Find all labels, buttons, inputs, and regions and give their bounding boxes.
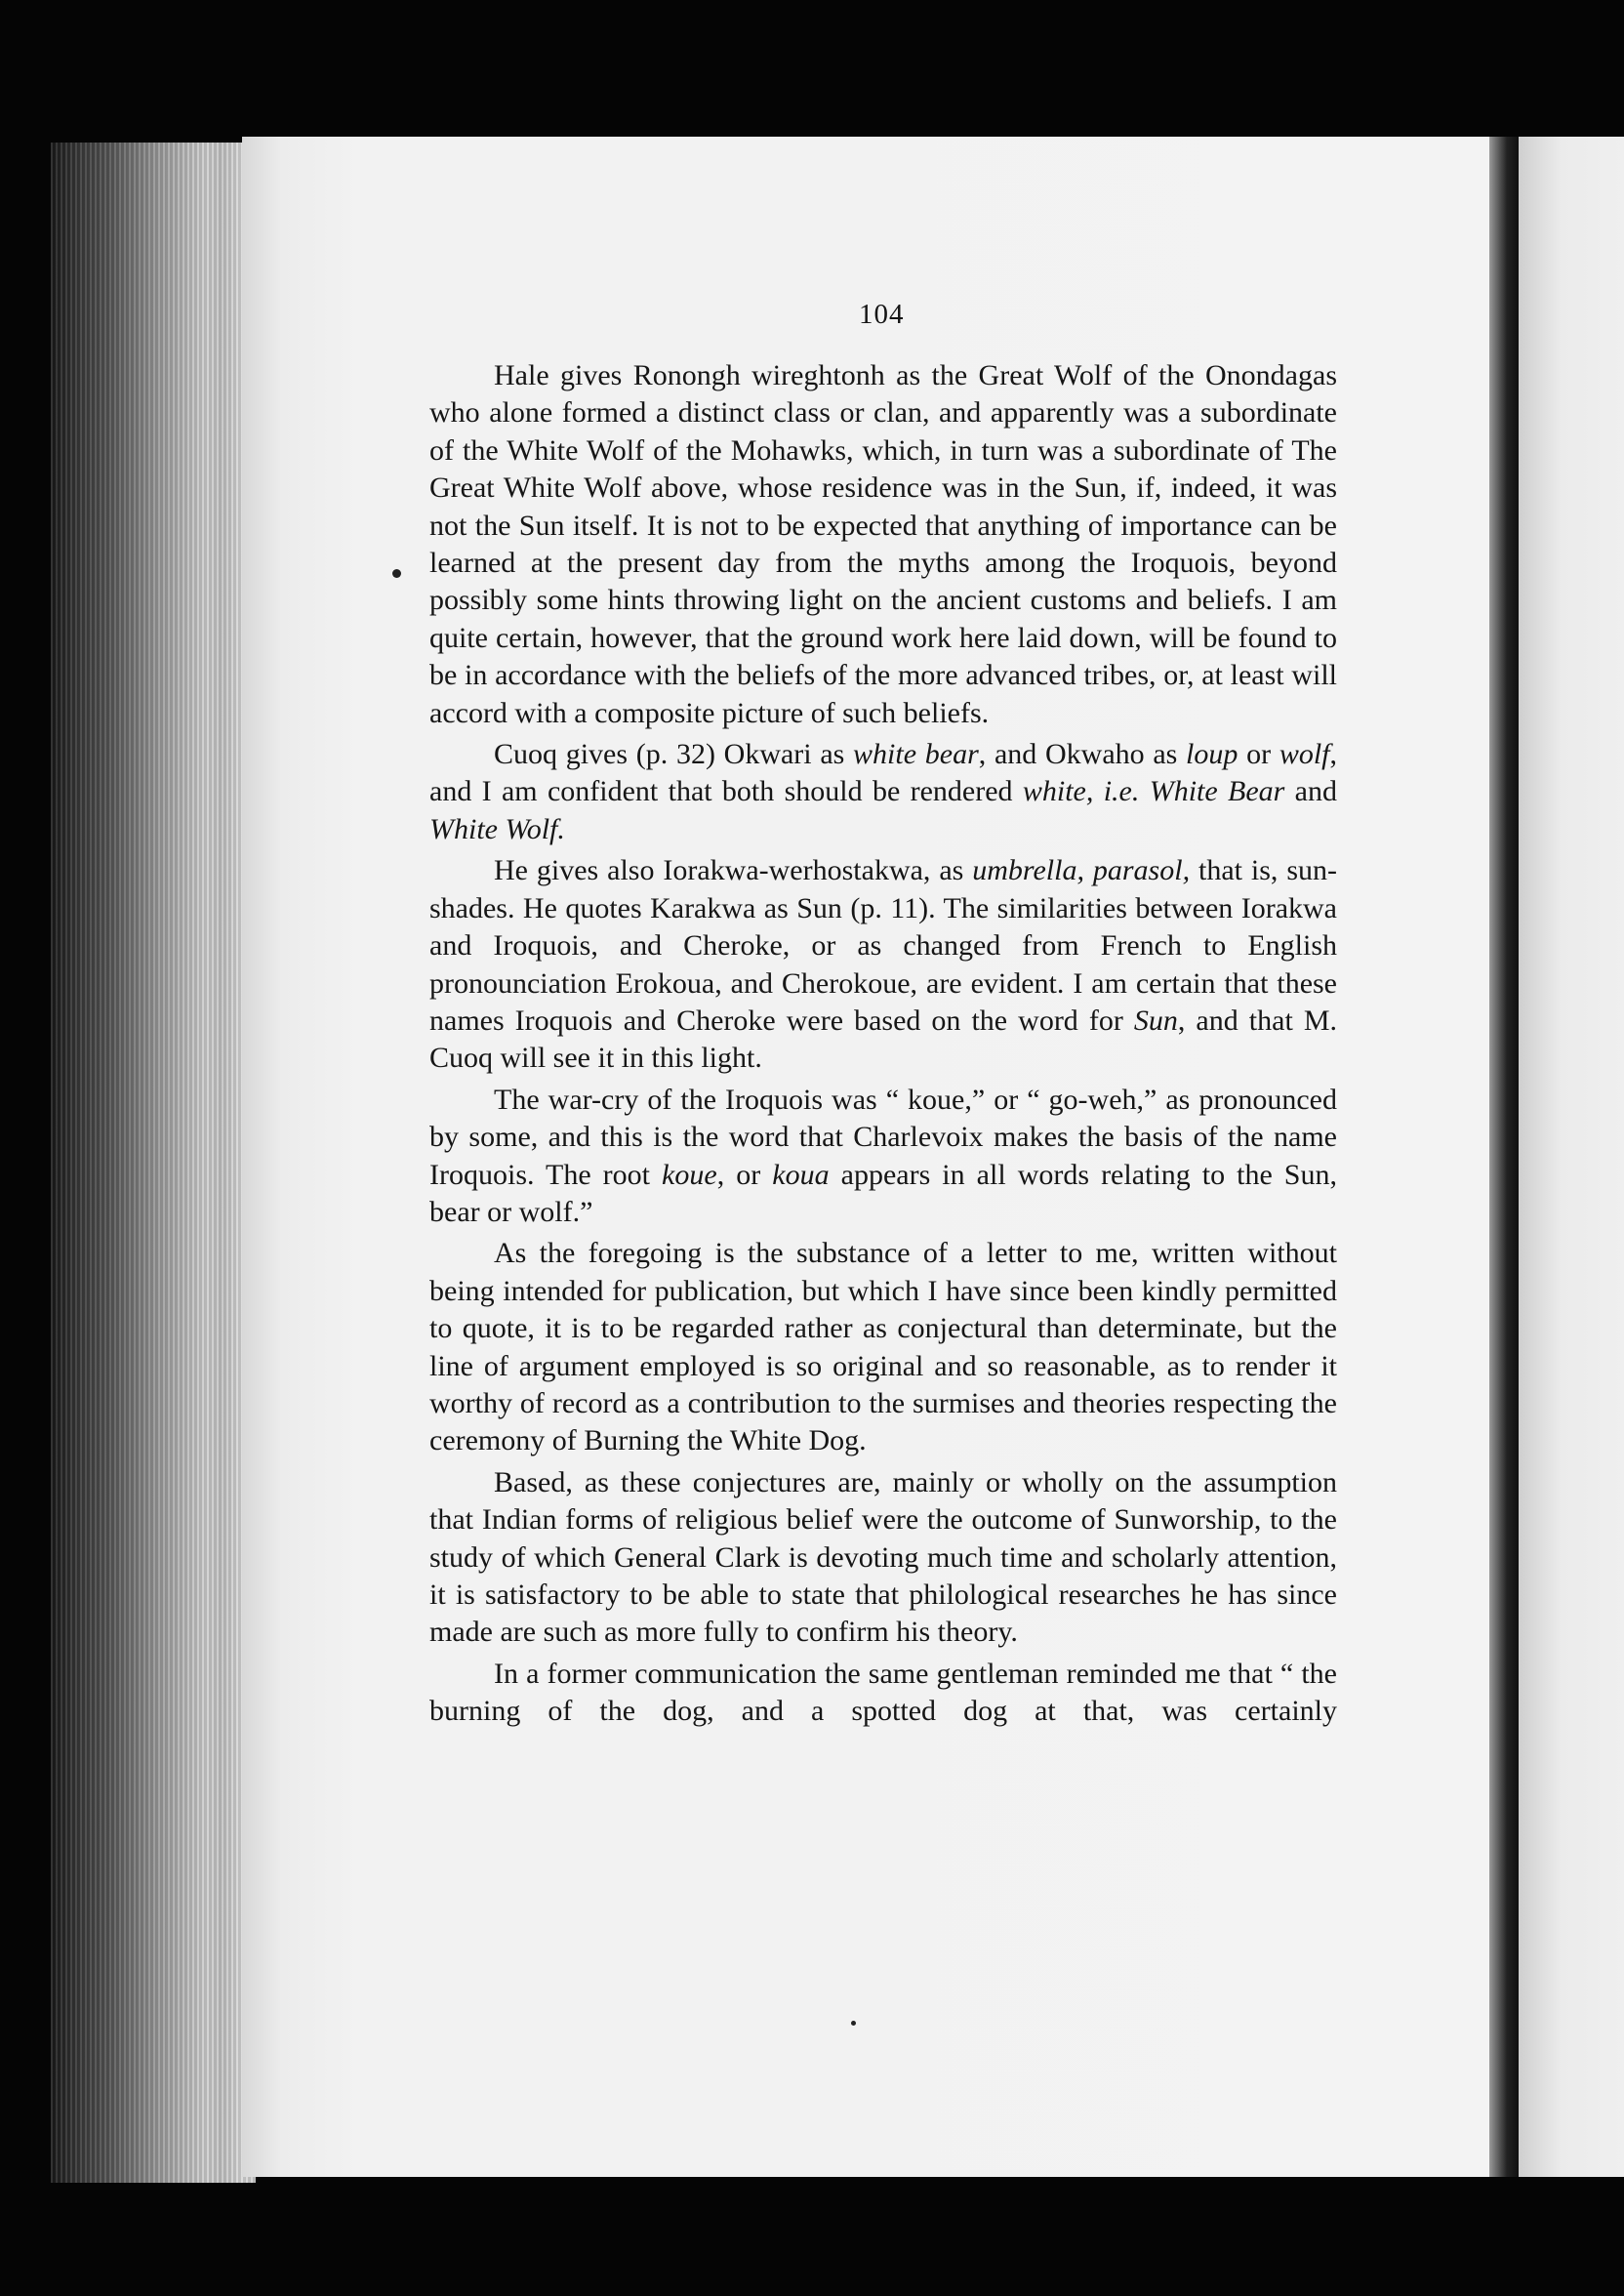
text-run: The war-cry of the Iroquois was “ koue,” or “ go-weh,” as pronounced by some, and this is the word that Charlevoix makes the basis of the name Iroquois. The root — [429, 1083, 1337, 1191]
italic-text: white, i.e. White Bear — [1022, 775, 1285, 808]
text-run: , and I am confident that both should be rendered — [429, 738, 1337, 808]
ink-speck — [851, 2021, 856, 2026]
text-run: Hale gives Ronongh wireghtonh as the Great Wolf of the Onondagas who alone formed a distinct class or clan, and apparently was a subordinate of the White Wolf of the Mohawks, which, in turn was a subordinate of The Great White Wolf above, whose residence was in the Sun, if, indeed, it was not the Sun itself. It is not to be expected that anything of importance can be learned at the present day from the myths among the Iroquois, beyond possibly some hints throwing light on the ancient customs and beliefs. I am quite certain, however, that the ground work here laid down, will be found to be in accordance with the beliefs of the more advanced tribes, or, at least will accord with a composite picture of such beliefs. — [429, 359, 1337, 729]
text-run: , and Okwaho as — [978, 738, 1187, 771]
italic-text: koua — [772, 1158, 830, 1191]
text-run: and — [1284, 775, 1337, 808]
text-run: Cuoq gives (p. 32) Okwari as — [494, 738, 854, 771]
italic-text: koue — [662, 1158, 717, 1191]
ink-speck — [392, 569, 401, 578]
italic-text: umbrella, parasol, — [972, 854, 1191, 887]
text-run: He gives also Iorakwa-werhostakwa, as — [494, 854, 973, 887]
paragraph — [429, 1082, 1337, 1232]
italic-text: loup — [1186, 738, 1238, 771]
page-number: 104 — [859, 299, 905, 330]
text-run: , or — [716, 1158, 773, 1191]
text-run: or — [1238, 738, 1279, 771]
text-run: Based, as these conjectures are, mainly or wholly on the assumption that Indian forms of religious belief were the outcome of Sunworship, to the study of which General Clark is devoting much time and scholarly attention, it is satisfactory to be able to state that philological researches he has since made are such as more fully to confirm his theory. — [429, 1465, 1337, 1649]
italic-text: Sun — [1133, 1004, 1178, 1037]
text-run: that is, sun-shades. He quotes Karakwa as Sun (p. 11). The similarities between Iorakwa and Iroquois, and Cheroke, or as changed from French to English pronounciation Erokoua, and Cherokoue, are evident. I am certain that these names Iroquois and Cheroke were based on the word for — [429, 854, 1337, 1037]
text-run: In a former communication the same gentleman reminded me that “ the burning of the dog, and a spotted dog at that, was certainly — [429, 1657, 1337, 1728]
text-run: , and that M. Cuoq will see it in this light. — [429, 1004, 1337, 1075]
body-text — [429, 357, 1337, 1735]
paragraph — [429, 1235, 1337, 1459]
paragraph — [429, 736, 1337, 848]
page-edges-left — [51, 143, 256, 2183]
text-run: As the foregoing is the substance of a letter to me, written without being intended for publication, but which I have since been kindly permitted to quote, it is to be regarded rather as conjectural than determinate, but the line of argument employed is so original and so reasonable, as to render it worthy of record as a contribution to the surmises and theories respecting the ceremony of Burning the White Dog. — [429, 1237, 1337, 1457]
italic-text: wolf — [1279, 738, 1330, 771]
book-gutter — [1489, 137, 1519, 2177]
paragraph — [429, 357, 1337, 732]
paragraph — [429, 1464, 1337, 1652]
facing-page-edge — [1519, 137, 1624, 2177]
italic-text: white bear — [853, 738, 979, 771]
text-run: appears in all words relating to the Sun, bear or wolf.” — [429, 1158, 1337, 1228]
italic-text: White Wolf. — [429, 812, 565, 845]
paragraph — [429, 1656, 1337, 1731]
paragraph — [429, 852, 1337, 1077]
